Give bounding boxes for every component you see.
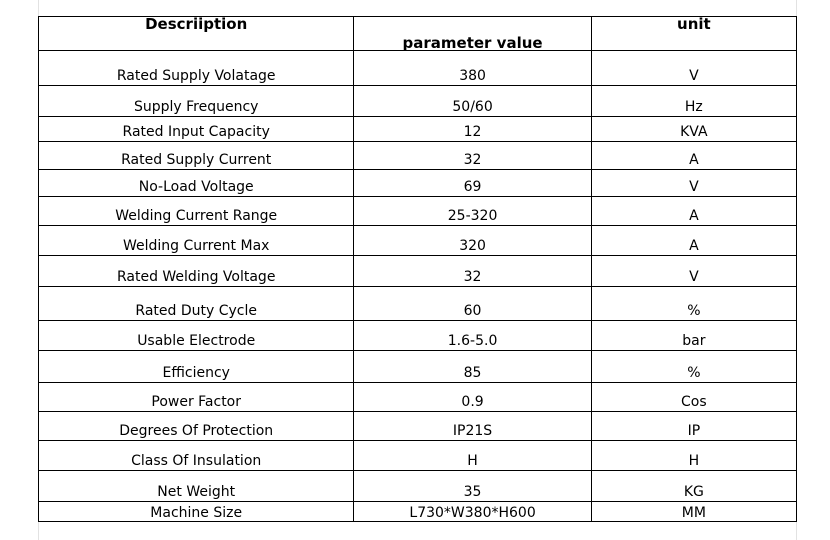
cell-description: Rated Input Capacity bbox=[39, 117, 354, 142]
cell-value: 380 bbox=[354, 51, 591, 86]
cell-unit: A bbox=[591, 226, 796, 256]
specification-table bbox=[38, 16, 797, 522]
cell-description: Supply Frequency bbox=[39, 86, 354, 117]
table-row bbox=[39, 412, 797, 441]
cell-description: No-Load Voltage bbox=[39, 170, 354, 197]
cell-value: L730*W380*H600 bbox=[354, 502, 591, 522]
table-row bbox=[39, 117, 797, 142]
table-row bbox=[39, 441, 797, 471]
cell-unit: V bbox=[591, 170, 796, 197]
cell-value: 32 bbox=[354, 142, 591, 170]
cell-unit: KVA bbox=[591, 117, 796, 142]
cell-description: Rated Supply Volatage bbox=[39, 51, 354, 86]
cell-value: 50/60 bbox=[354, 86, 591, 117]
table-row bbox=[39, 142, 797, 170]
table-row bbox=[39, 226, 797, 256]
table-row bbox=[39, 170, 797, 197]
cell-unit: Cos bbox=[591, 383, 796, 412]
table-row bbox=[39, 287, 797, 321]
table-row bbox=[39, 51, 797, 86]
header-parameter-value: parameter value bbox=[354, 17, 591, 51]
cell-value: 35 bbox=[354, 471, 591, 502]
cell-unit: IP bbox=[591, 412, 796, 441]
cell-description: Rated Supply Current bbox=[39, 142, 354, 170]
cell-description: Usable Electrode bbox=[39, 321, 354, 351]
table-row bbox=[39, 383, 797, 412]
cell-value: 0.9 bbox=[354, 383, 591, 412]
cell-description: Welding Current Range bbox=[39, 197, 354, 226]
cell-value: 85 bbox=[354, 351, 591, 383]
header-unit: unit bbox=[591, 17, 796, 51]
cell-value: 25-320 bbox=[354, 197, 591, 226]
table-row bbox=[39, 321, 797, 351]
table-row bbox=[39, 256, 797, 287]
cell-value: IP21S bbox=[354, 412, 591, 441]
cell-value: 32 bbox=[354, 256, 591, 287]
table-row bbox=[39, 471, 797, 502]
table-header-row bbox=[39, 17, 797, 51]
table-row bbox=[39, 86, 797, 117]
cell-description: Class Of Insulation bbox=[39, 441, 354, 471]
cell-value: 12 bbox=[354, 117, 591, 142]
cell-unit: KG bbox=[591, 471, 796, 502]
cell-description: Power Factor bbox=[39, 383, 354, 412]
cell-unit: Hz bbox=[591, 86, 796, 117]
cell-value: 1.6-5.0 bbox=[354, 321, 591, 351]
cell-unit: MM bbox=[591, 502, 796, 522]
table-row bbox=[39, 351, 797, 383]
cell-unit: bar bbox=[591, 321, 796, 351]
cell-value: 69 bbox=[354, 170, 591, 197]
table-row bbox=[39, 502, 797, 522]
cell-description: Degrees Of Protection bbox=[39, 412, 354, 441]
cell-value: 320 bbox=[354, 226, 591, 256]
cell-description: Efficiency bbox=[39, 351, 354, 383]
table-row bbox=[39, 197, 797, 226]
cell-unit: A bbox=[591, 142, 796, 170]
cell-unit: V bbox=[591, 256, 796, 287]
cell-description: Rated Welding Voltage bbox=[39, 256, 354, 287]
cell-description: Net Weight bbox=[39, 471, 354, 502]
cell-value: H bbox=[354, 441, 591, 471]
cell-description: Welding Current Max bbox=[39, 226, 354, 256]
cell-unit: % bbox=[591, 287, 796, 321]
header-description: Descriiption bbox=[39, 17, 354, 51]
cell-description: Machine Size bbox=[39, 502, 354, 522]
cell-unit: V bbox=[591, 51, 796, 86]
cell-unit: % bbox=[591, 351, 796, 383]
cell-unit: H bbox=[591, 441, 796, 471]
cell-value: 60 bbox=[354, 287, 591, 321]
cell-description: Rated Duty Cycle bbox=[39, 287, 354, 321]
cell-unit: A bbox=[591, 197, 796, 226]
